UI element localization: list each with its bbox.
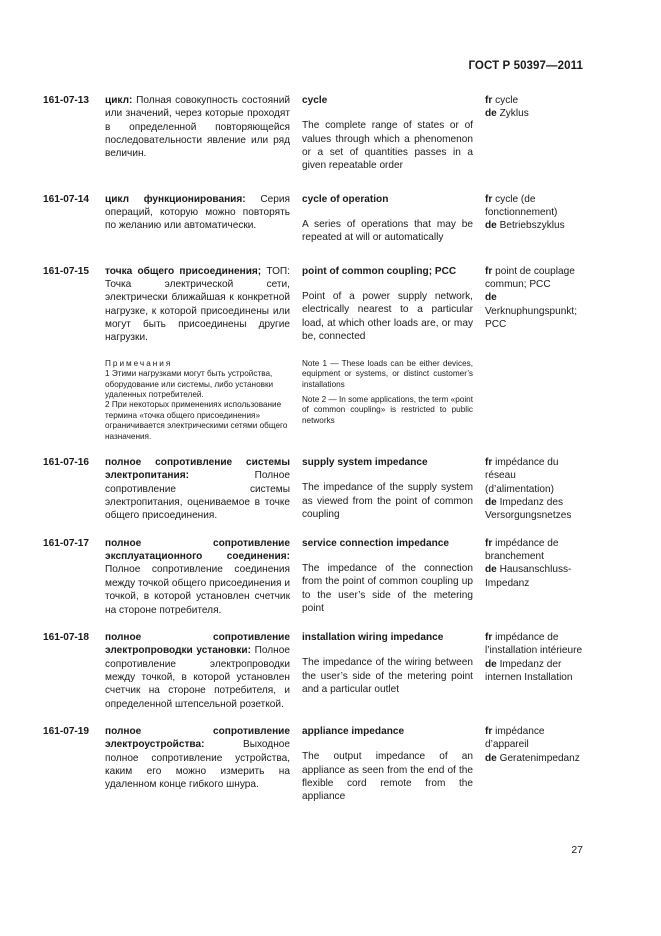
en-text: The complete range of states or of values through which a phenomenon or a set of quantities passes in a given repeatable order bbox=[302, 120, 473, 172]
fr-line: fr cycle bbox=[485, 95, 519, 106]
term-number: 161-07-15 bbox=[43, 265, 90, 277]
term-number: 161-07-18 bbox=[43, 631, 90, 643]
multilang-terms bbox=[481, 725, 583, 804]
en-term: cycle of operation bbox=[302, 193, 389, 205]
fr-line: fr impédance de l’installation intérieure bbox=[485, 631, 583, 657]
ru-text: Серия операций, которую можно повторять по желанию или автоматически. bbox=[105, 193, 290, 232]
en-definition bbox=[298, 456, 481, 523]
de-line: de Hausanschluss-Impedanz bbox=[485, 564, 572, 589]
de-line: de Geratenimpedanz bbox=[485, 752, 580, 764]
en-text: The impedance of the supply system as viewed from the point of common coupling bbox=[302, 482, 473, 521]
term-entry bbox=[43, 94, 583, 173]
multilang-terms bbox=[481, 265, 583, 345]
ru-term: полное сопротивление системы электропитания: bbox=[105, 457, 290, 482]
fr-line: fr point de couplage commun; PCC bbox=[485, 265, 575, 291]
ru-text: ТОП: Точка электрической сети, электрически ближайшая к конкретной нагрузке, к которой присоединены или могут быть присоединены другие нагрузки. bbox=[105, 265, 290, 344]
ru-definition bbox=[105, 265, 298, 345]
en-text: The impedance of the wiring between the user’s side of the metering point and a particular outlet bbox=[302, 657, 473, 695]
standard-designation: ГОСТ Р 50397—2011 bbox=[468, 60, 583, 72]
ru-text: Полное сопротивление соединения между точкой общего присоединения и точкой, в которой установлен счетчик на стороне потребителя. bbox=[105, 564, 290, 616]
term-number: 161-07-17 bbox=[43, 537, 90, 549]
en-term: appliance impedance bbox=[302, 725, 405, 737]
ru-definition bbox=[105, 94, 298, 173]
multilang-terms bbox=[481, 193, 583, 245]
ru-term: цикл функционирования: bbox=[105, 193, 246, 205]
ru-note-2: 2 При некоторых применениях использование термина «точка общего присоединения» ограничивается электрическими сетями общего назначения. bbox=[105, 400, 288, 441]
en-note-1: Note 1 — These loads can be either devices, equipment or systems, or distinct customer’s installations bbox=[302, 358, 473, 389]
de-line: de Verknuphungspunkt; PCC bbox=[485, 292, 578, 331]
term-entry bbox=[43, 537, 583, 617]
de-line: de Impedanz der internen Installation bbox=[485, 658, 573, 683]
page-number: 27 bbox=[571, 844, 583, 856]
term-entry bbox=[43, 193, 583, 245]
ru-text: Полное сопротивление электропроводки между точкой, в которой установлен счетчик на стороне потребителя, и определенной штепсельной розеткой. bbox=[105, 645, 290, 710]
ru-term: точка общего присоединения; bbox=[105, 265, 262, 277]
ru-definition bbox=[105, 631, 298, 711]
en-definition bbox=[298, 265, 481, 345]
ru-text: Полная совокупность состояний или значений, через которые проходят в определенной повторяющейся последовательности явление или ряд величин. bbox=[105, 95, 290, 160]
en-text: The impedance of the connection from the point of common coupling up to the user’s side of the metering point bbox=[302, 563, 473, 615]
term-entry bbox=[43, 725, 583, 804]
en-notes bbox=[298, 359, 481, 442]
ru-term: полное сопротивление эксплуатационного соединения: bbox=[105, 537, 290, 563]
notes-title: Примечания bbox=[105, 358, 173, 368]
en-term: point of common coupling; PCC bbox=[302, 265, 457, 277]
term-entry bbox=[43, 631, 583, 711]
notes-block bbox=[43, 359, 583, 442]
de-line: de Impedanz des Versorgungsnetzes bbox=[485, 497, 572, 522]
ru-term: полное сопротивление электроустройства: bbox=[105, 725, 290, 751]
ru-definition bbox=[105, 456, 298, 523]
term-entry bbox=[43, 456, 583, 523]
de-line: de Zyklus bbox=[485, 108, 529, 120]
ru-definition bbox=[105, 725, 298, 804]
en-term: service connection impedance bbox=[302, 537, 449, 549]
en-text: The output impedance of an appliance as seen from the end of the flexible cord remote from the appliance bbox=[302, 751, 473, 803]
ru-definition bbox=[105, 537, 298, 617]
ru-term: цикл: bbox=[105, 95, 133, 106]
term-number: 161-07-14 bbox=[43, 193, 90, 205]
en-text: A series of operations that may be repeated at will or automatically bbox=[302, 219, 473, 244]
de-line: de Betriebszyklus bbox=[485, 220, 565, 232]
en-definition bbox=[298, 725, 481, 804]
en-term: supply system impedance bbox=[302, 457, 428, 469]
multilang-terms bbox=[481, 94, 583, 173]
ru-note-1: 1 Этими нагрузками могут быть устройства, оборудование или системы, либо установки удаленных потребителей. bbox=[105, 369, 274, 400]
multilang-terms bbox=[481, 537, 583, 617]
ru-text: Выходное полное сопротивление устройства, каким его можно измерить на удаленном конце гибкого шнура. bbox=[105, 739, 290, 791]
en-definition bbox=[298, 631, 481, 711]
fr-line: fr impédance de branchement bbox=[485, 537, 559, 563]
en-definition bbox=[298, 94, 481, 173]
multilang-terms bbox=[481, 631, 583, 711]
en-term: installation wiring impedance bbox=[302, 631, 444, 643]
fr-line: fr cycle (de fonctionnement) bbox=[485, 193, 558, 219]
en-text: Point of a power supply network, electrically nearest to a particular load, at which other loads are, or may be, connected bbox=[302, 291, 473, 343]
terms-table bbox=[43, 94, 583, 804]
term-number: 161-07-16 bbox=[43, 457, 90, 469]
multilang-terms bbox=[481, 456, 583, 523]
ru-term: полное сопротивление электропроводки установки: bbox=[105, 631, 290, 657]
en-term: cycle bbox=[302, 95, 328, 106]
ru-notes bbox=[105, 359, 298, 442]
term-number: 161-07-19 bbox=[43, 725, 90, 737]
ru-definition bbox=[105, 193, 298, 245]
term-entry bbox=[43, 265, 583, 345]
en-definition bbox=[298, 193, 481, 245]
fr-line: fr impédance du réseau (d’alimentation) bbox=[485, 457, 559, 495]
fr-line: fr impédance d’appareil bbox=[485, 725, 545, 751]
ru-text: Полное сопротивление системы электропитания, оцениваемое в точке общего присоединения. bbox=[105, 470, 290, 522]
en-definition bbox=[298, 537, 481, 617]
en-note-2: Note 2 — In some applications, the term «point of common coupling» is restricted to public networks bbox=[302, 395, 473, 425]
term-number: 161-07-13 bbox=[43, 95, 90, 106]
